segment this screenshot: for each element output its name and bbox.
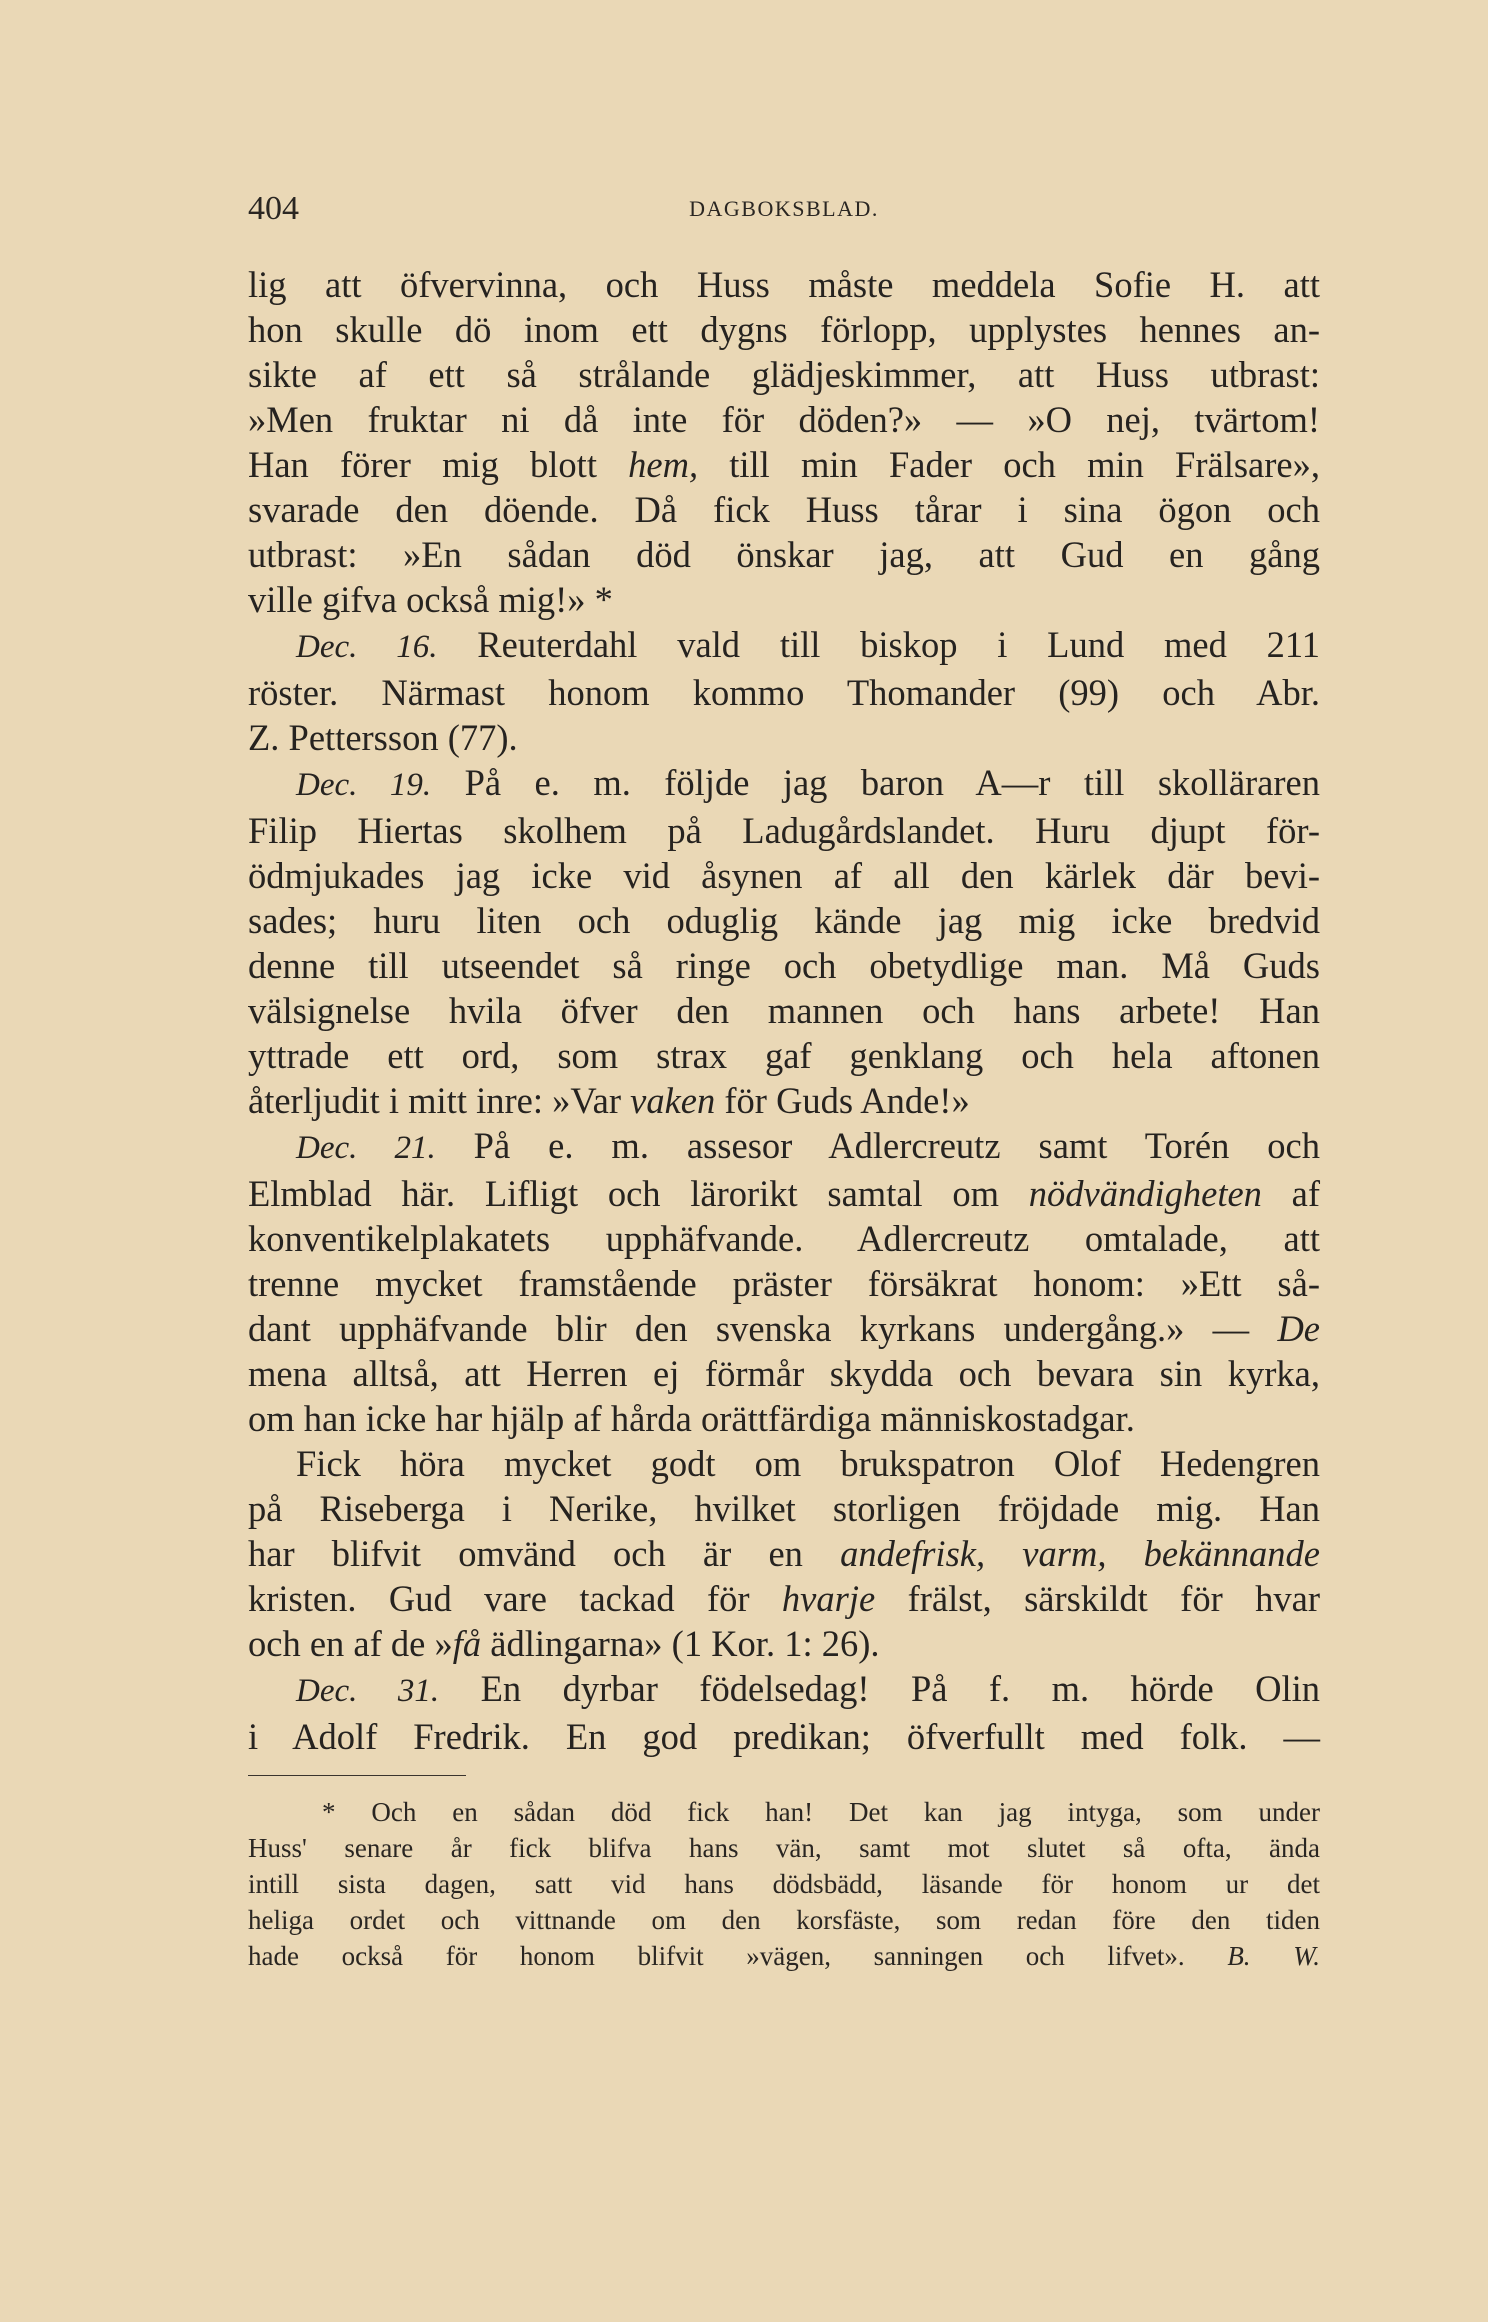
text-line: sikte af ett så strålande glädjeskimmer, att Huss utbrast:	[248, 354, 1320, 395]
text-line: om han icke har hjälp af hårda orättfärdiga människostadgar.	[248, 1398, 1135, 1439]
text-line: dant upphäfvande blir den svenska kyrkans undergång.» — De	[248, 1308, 1320, 1349]
text-line: ödmjukades jag icke vid åsynen af all den kärlek där bevi-	[248, 855, 1320, 896]
entry-dec-19: Dec. 19. På e. m. följde jag baron A—r till skolläraren	[296, 762, 1320, 803]
text-line: svarade den döende. Då fick Huss tårar i sina ögon och	[248, 489, 1320, 530]
page-header	[248, 186, 1320, 236]
text-line: röster. Närmast honom kommo Thomander (99) och Abr.	[248, 672, 1320, 713]
emphasis: hvarje	[781, 1578, 876, 1619]
body-text	[248, 262, 1320, 1759]
footnote-line: Huss' senare år fick blifva hans vän, samt mot slutet så ofta, ända	[248, 1833, 1320, 1863]
text-line: har blifvit omvänd och är en andefrisk, varm, bekännande	[248, 1533, 1320, 1574]
text-line: lig att öfvervinna, och Huss måste meddela Sofie H. att	[248, 264, 1320, 305]
entry-dec-16: Dec. 16. Reuterdahl vald till biskop i Lund med 211	[296, 624, 1320, 665]
emphasis: hem,	[628, 444, 699, 485]
entry-dec-21: Dec. 21. På e. m. assesor Adlercreutz samt Torén och	[296, 1125, 1320, 1166]
text-line: i Adolf Fredrik. En god predikan; öfverfullt med folk. —	[248, 1716, 1320, 1757]
emphasis: vaken	[630, 1080, 716, 1121]
running-title: DAGBOKSBLAD.	[689, 196, 879, 221]
text-line: Han förer mig blott hem, till min Fader och min Frälsare»,	[248, 444, 1320, 485]
text-line: och en af de »få ädlingarna» (1 Kor. 1: 26).	[248, 1623, 880, 1664]
text-line: återljudit i mitt inre: »Var vaken för Guds Ande!»	[248, 1080, 970, 1121]
footnote-rule	[248, 1775, 466, 1776]
entry-dec-31: Dec. 31. En dyrbar födelsedag! På f. m. hörde Olin	[296, 1668, 1320, 1709]
text-line: trenne mycket framstående präster försäkrat honom: »Ett så-	[248, 1263, 1320, 1304]
footnote-line: heliga ordet och vittnande om den korsfäste, som redan före den tiden	[248, 1905, 1320, 1935]
emphasis: De	[1277, 1308, 1320, 1349]
text-line: Z. Pettersson (77).	[248, 717, 518, 758]
text-line: »Men fruktar ni då inte för döden?» — »O nej, tvärtom!	[248, 399, 1320, 440]
text-line: sades; huru liten och oduglig kände jag mig icke bredvid	[248, 900, 1320, 941]
footnote-signature: B. W.	[1227, 1941, 1320, 1971]
entry-date: Dec. 19.	[296, 767, 432, 803]
footnote-line: intill sista dagen, satt vid hans dödsbädd, läsande för honom ur det	[248, 1869, 1320, 1899]
text-line: Elmblad här. Lifligt och lärorikt samtal om nödvändigheten af	[248, 1173, 1321, 1214]
text-line: Filip Hiertas skolhem på Ladugårdslandet. Huru djupt för-	[248, 810, 1320, 851]
entry-date: Dec. 16.	[296, 629, 438, 665]
paragraph-fick: Fick höra mycket godt om brukspatron Olof Hedengren	[296, 1443, 1320, 1484]
text-line: utbrast: »En sådan död önskar jag, att Gud en gång	[248, 534, 1320, 575]
footnote-line: * Och en sådan död fick han! Det kan jag intyga, som under	[322, 1797, 1320, 1827]
emphasis: få	[452, 1623, 482, 1664]
text-line: på Riseberga i Nerike, hvilket storligen fröjdade mig. Han	[248, 1488, 1320, 1529]
emphasis: andefrisk, varm, bekännande	[840, 1533, 1320, 1574]
text-line: ville gifva också mig!» *	[248, 579, 613, 620]
text-line: yttrade ett ord, som strax gaf genklang och hela aftonen	[248, 1035, 1320, 1076]
page-number: 404	[248, 190, 299, 227]
emphasis: nödvändigheten	[1028, 1173, 1262, 1214]
footnote	[248, 1794, 1320, 1974]
text-line: välsignelse hvila öfver den mannen och hans arbete! Han	[248, 990, 1320, 1031]
text-line: hon skulle dö inom ett dygns förlopp, upplystes hennes an-	[248, 309, 1320, 350]
text-line: konventikelplakatets upphäfvande. Adlercreutz omtalade, att	[248, 1218, 1320, 1259]
footnote-line: hade också för honom blifvit »vägen, sanningen och lifvet». B. W.	[248, 1941, 1320, 1971]
entry-date: Dec. 21.	[296, 1130, 436, 1166]
entry-date: Dec. 31.	[296, 1673, 440, 1709]
text-line: denne till utseendet så ringe och obetydlige man. Må Guds	[248, 945, 1320, 986]
text-line: mena alltså, att Herren ej förmår skydda och bevara sin kyrka,	[248, 1353, 1320, 1394]
text-line: kristen. Gud vare tackad för hvarje frälst, särskildt för hvar	[248, 1578, 1320, 1619]
